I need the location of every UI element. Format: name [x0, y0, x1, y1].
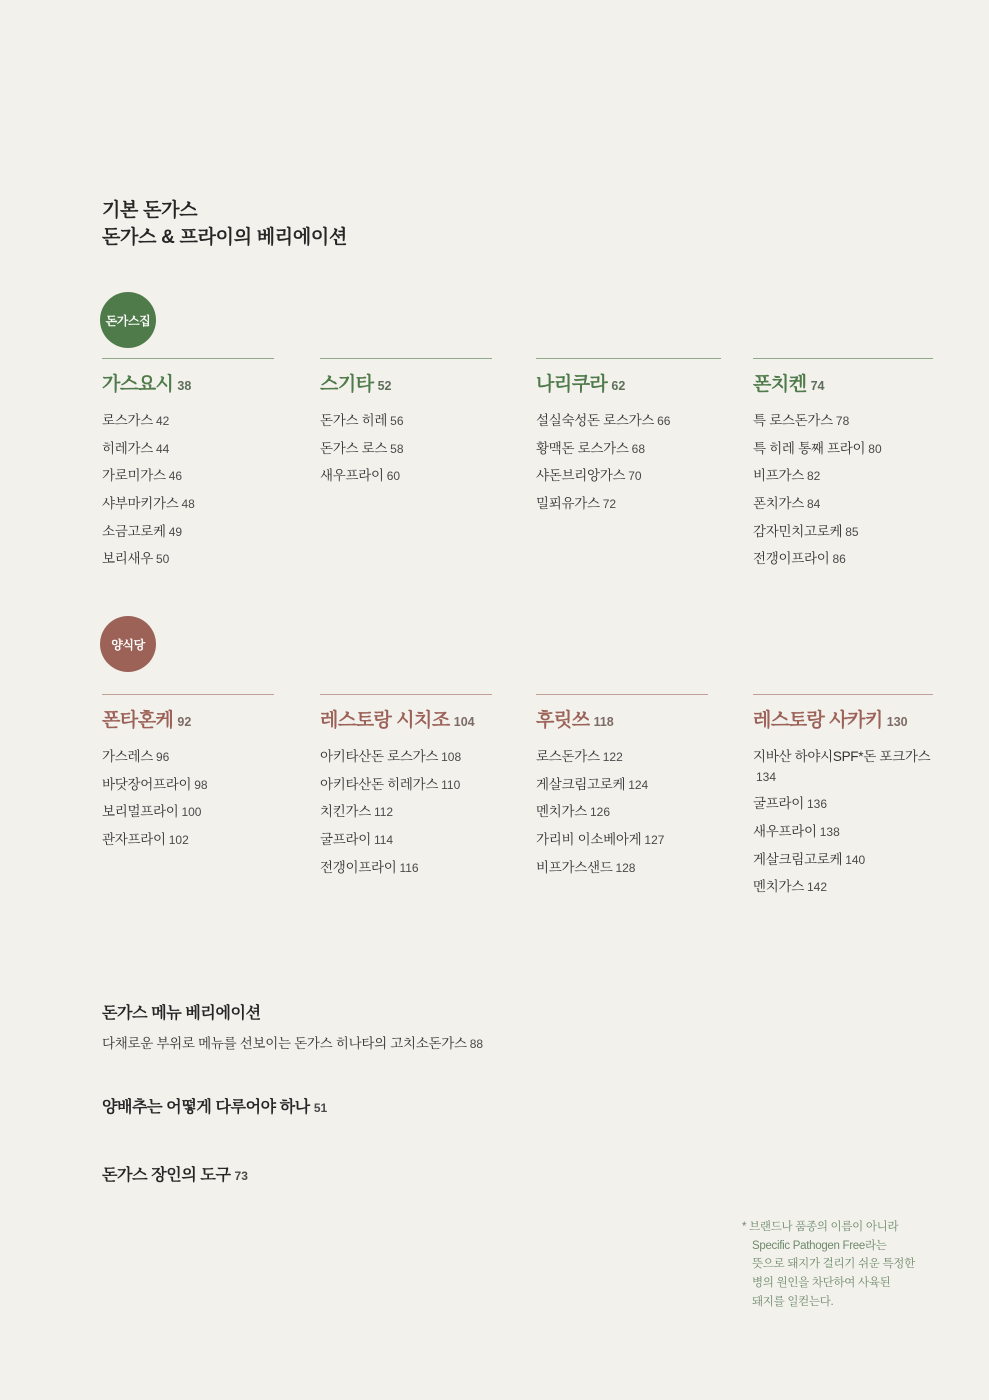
- entry-page: 46: [168, 469, 183, 484]
- entry-page: 60: [386, 469, 401, 484]
- list-item: [753, 494, 933, 514]
- entry-page: 70: [628, 469, 642, 484]
- list-item: [536, 858, 708, 878]
- entry-label: 게살크림고로케: [753, 851, 843, 867]
- column-title-text: 레스토랑 시치조: [320, 710, 450, 731]
- entry-page: 48: [181, 496, 195, 511]
- entry-page: 127: [644, 832, 665, 847]
- page-title-line-2: 돈가스 & 프라이의 베리에이션: [102, 226, 348, 248]
- column-title: [102, 372, 274, 397]
- entry-label: 소금고로케: [102, 523, 166, 539]
- list-item: [320, 411, 492, 431]
- column-title-text: 나리쿠라: [536, 374, 608, 395]
- entry-page: 134: [756, 769, 777, 784]
- list-item: [536, 411, 721, 431]
- entry-page: 72: [602, 496, 617, 511]
- page-title: [102, 198, 802, 252]
- page-title-line-1: 기본 돈가스: [102, 200, 198, 221]
- list-item: [320, 858, 492, 878]
- list-item: [102, 494, 274, 514]
- entry-page: 116: [399, 860, 419, 875]
- list-item: [536, 439, 721, 459]
- feature-cabbage: [102, 1094, 802, 1126]
- entry-page: 142: [806, 880, 827, 895]
- entry-label: 특 히레 통째 프라이: [753, 440, 866, 456]
- list-item: [536, 830, 708, 850]
- entry-page: 85: [845, 524, 859, 539]
- entry-page: 98: [194, 777, 208, 792]
- entry-page: 140: [845, 852, 866, 867]
- list-item: [753, 549, 933, 569]
- column-page-number: 130: [886, 715, 908, 729]
- list-item: [102, 549, 274, 569]
- list-item: [753, 411, 933, 431]
- entry-label: 굴프라이: [753, 796, 804, 812]
- column-divider: [753, 358, 933, 359]
- column-title: [753, 372, 933, 397]
- menu-column-gasuyoshi: [102, 358, 274, 577]
- footnote-line-2: Specific Pathogen Free라는: [752, 1239, 887, 1252]
- entry-page: 80: [868, 441, 882, 456]
- list-item: [536, 494, 721, 514]
- list-item: [536, 802, 708, 822]
- list-item: [536, 747, 708, 767]
- entry-page: 100: [181, 805, 202, 820]
- feature-title: [102, 1094, 802, 1117]
- entry-label: 샤부마키가스: [102, 495, 179, 511]
- menu-column-restaurant-sakaki: [753, 694, 933, 905]
- footnote-line-3: 뜻으로 돼지가 걸리기 쉬운 특정한: [752, 1258, 915, 1271]
- list-item: [320, 747, 492, 767]
- footnote-line-1: * 브랜드나 품종의 이름이 아니라: [742, 1221, 899, 1233]
- list-item: [102, 466, 274, 486]
- entry-page: 136: [806, 797, 827, 812]
- feature-subtitle: [102, 1032, 802, 1052]
- entry-page: 122: [602, 750, 623, 765]
- entry-label: 보리멀프라이: [102, 804, 179, 820]
- list-item: [102, 439, 274, 459]
- column-title: [753, 708, 933, 733]
- entry-label: 로스돈가스: [536, 749, 600, 765]
- feature-page: 51: [313, 1101, 328, 1115]
- entry-label: 게살크림고로케: [536, 776, 626, 792]
- column-divider: [536, 358, 721, 359]
- list-item: [320, 775, 492, 795]
- column-title: [536, 708, 708, 733]
- column-title: [320, 372, 492, 397]
- entry-label: 샤돈브리앙가스: [536, 468, 626, 484]
- column-title-text: 폰치켄: [753, 374, 807, 395]
- list-item: [753, 822, 933, 842]
- entry-label: 새우프라이: [753, 823, 817, 839]
- entry-label: 아키타산돈 히레가스: [320, 776, 439, 792]
- list-item: [753, 522, 933, 542]
- menu-column-furittsu: [536, 694, 708, 885]
- entry-label: 황맥돈 로스가스: [536, 440, 629, 456]
- list-item: [102, 411, 274, 431]
- entry-label: 치킨가스: [320, 804, 371, 820]
- list-item: [320, 466, 492, 486]
- feature-menu-variation: [102, 1000, 802, 1052]
- entry-label: 가스레스: [102, 749, 153, 765]
- entry-page: 42: [155, 414, 170, 429]
- entry-label: 밀푀유가스: [536, 495, 600, 511]
- feature-subtitle-text: 다채로운 부위로 메뉴를 선보이는 돈가스 히나타의 고치소돈가스: [102, 1036, 467, 1051]
- footnote: [742, 1218, 928, 1311]
- list-item: [320, 439, 492, 459]
- entry-label: 설실숙성돈 로스가스: [536, 413, 655, 429]
- entry-page: 86: [832, 552, 846, 567]
- entry-label: 멘치가스: [753, 879, 804, 895]
- entry-page: 50: [155, 552, 170, 567]
- entry-label: 히레가스: [102, 440, 153, 456]
- entry-page: 108: [441, 750, 462, 765]
- column-title-text: 후릿쓰: [536, 710, 590, 731]
- column-page-number: 92: [177, 715, 192, 729]
- column-page-number: 118: [593, 715, 614, 729]
- footnote-line-4: 병의 원인을 차단하여 사육된: [752, 1276, 891, 1289]
- feature-page: 88: [469, 1037, 484, 1051]
- list-item: [102, 747, 274, 767]
- list-item: [753, 794, 933, 814]
- entry-label: 관자프라이: [102, 831, 166, 847]
- column-page-number: 104: [453, 715, 475, 729]
- column-divider: [536, 694, 708, 695]
- entry-label: 아키타산돈 로스가스: [320, 749, 439, 765]
- entry-label: 감자민치고로케: [753, 523, 843, 539]
- entry-page: 44: [155, 441, 170, 456]
- entry-page: 102: [168, 832, 189, 847]
- entry-page: 84: [806, 496, 821, 511]
- feature-title: [102, 1162, 802, 1185]
- list-item: [753, 850, 933, 870]
- entry-label: 보리새우: [102, 551, 153, 567]
- entry-label: 지바산 하야시SPF*돈 포크가스: [753, 749, 931, 765]
- column-divider: [320, 694, 492, 695]
- column-divider: [320, 358, 492, 359]
- feature-page: 73: [234, 1169, 248, 1183]
- entry-page: 68: [631, 441, 645, 456]
- entry-page: 112: [373, 805, 394, 820]
- entry-page: 96: [155, 750, 170, 765]
- column-divider: [102, 694, 274, 695]
- column-page-number: 52: [377, 379, 392, 393]
- entry-label: 가리비 이소베아게: [536, 831, 642, 847]
- entry-page: 78: [835, 414, 850, 429]
- entry-label: 멘치가스: [536, 804, 587, 820]
- entry-page: 124: [628, 777, 649, 792]
- column-divider: [753, 694, 933, 695]
- column-title-text: 폰타혼케: [102, 710, 174, 731]
- column-title-text: 스기타: [320, 374, 374, 395]
- list-item: [102, 522, 274, 542]
- entry-label: 폰치가스: [753, 495, 804, 511]
- entry-page: 138: [819, 824, 840, 839]
- column-title: [536, 372, 721, 397]
- list-item: [753, 877, 933, 897]
- column-page-number: 74: [810, 379, 825, 393]
- list-item: [753, 747, 933, 786]
- column-divider: [102, 358, 274, 359]
- entry-page: 110: [441, 777, 461, 792]
- entry-label: 새우프라이: [320, 468, 384, 484]
- section-badge-tonkatsu-shop: 돈가스집: [100, 292, 156, 348]
- entry-label: 바닷장어프라이: [102, 776, 192, 792]
- list-item: [753, 439, 933, 459]
- entry-label: 비프가스샌드: [536, 859, 613, 875]
- list-item: [102, 775, 274, 795]
- menu-column-sugita: [320, 358, 492, 494]
- list-item: [536, 466, 721, 486]
- entry-label: 돈가스 히레: [320, 413, 388, 429]
- column-title-text: 가스요시: [102, 374, 174, 395]
- entry-label: 굴프라이: [320, 831, 371, 847]
- entry-label: 로스가스: [102, 413, 153, 429]
- entry-label: 전갱이프라이: [753, 551, 830, 567]
- entry-label: 가로미가스: [102, 468, 166, 484]
- menu-column-ponchiken: [753, 358, 933, 577]
- footnote-line-5: 돼지를 일컫는다.: [752, 1295, 834, 1308]
- column-page-number: 62: [611, 379, 626, 393]
- entry-label: 특 로스돈가스: [753, 413, 833, 429]
- column-title-text: 레스토랑 사카키: [753, 710, 883, 731]
- list-item: [320, 802, 492, 822]
- feature-title-text: 양배추는 어떻게 다루어야 하나: [102, 1099, 310, 1116]
- list-item: [102, 830, 274, 850]
- entry-page: 56: [390, 414, 404, 429]
- entry-label: 전갱이프라이: [320, 859, 397, 875]
- entry-label: 비프가스: [753, 468, 804, 484]
- column-title: [320, 708, 492, 733]
- list-item: [320, 830, 492, 850]
- entry-page: 66: [657, 414, 671, 429]
- menu-column-narikura: [536, 358, 721, 522]
- entry-page: 126: [589, 805, 610, 820]
- entry-page: 128: [615, 860, 636, 875]
- section-badge-western-restaurant: 양식당: [100, 616, 156, 672]
- list-item: [536, 775, 708, 795]
- entry-page: 82: [806, 469, 821, 484]
- column-page-number: 38: [177, 379, 192, 393]
- menu-column-restaurant-shichijo: [320, 694, 492, 885]
- entry-page: 58: [390, 441, 404, 456]
- feature-title-text: 돈가스 장인의 도구: [102, 1167, 231, 1184]
- entry-page: 49: [168, 524, 183, 539]
- column-title: [102, 708, 274, 733]
- entry-page: 114: [373, 832, 394, 847]
- list-item: [102, 802, 274, 822]
- menu-column-pontahonke: [102, 694, 274, 858]
- feature-tools: [102, 1162, 802, 1194]
- feature-title: 돈가스 메뉴 베리에이션: [102, 1005, 261, 1022]
- entry-label: 돈가스 로스: [320, 440, 388, 456]
- list-item: [753, 466, 933, 486]
